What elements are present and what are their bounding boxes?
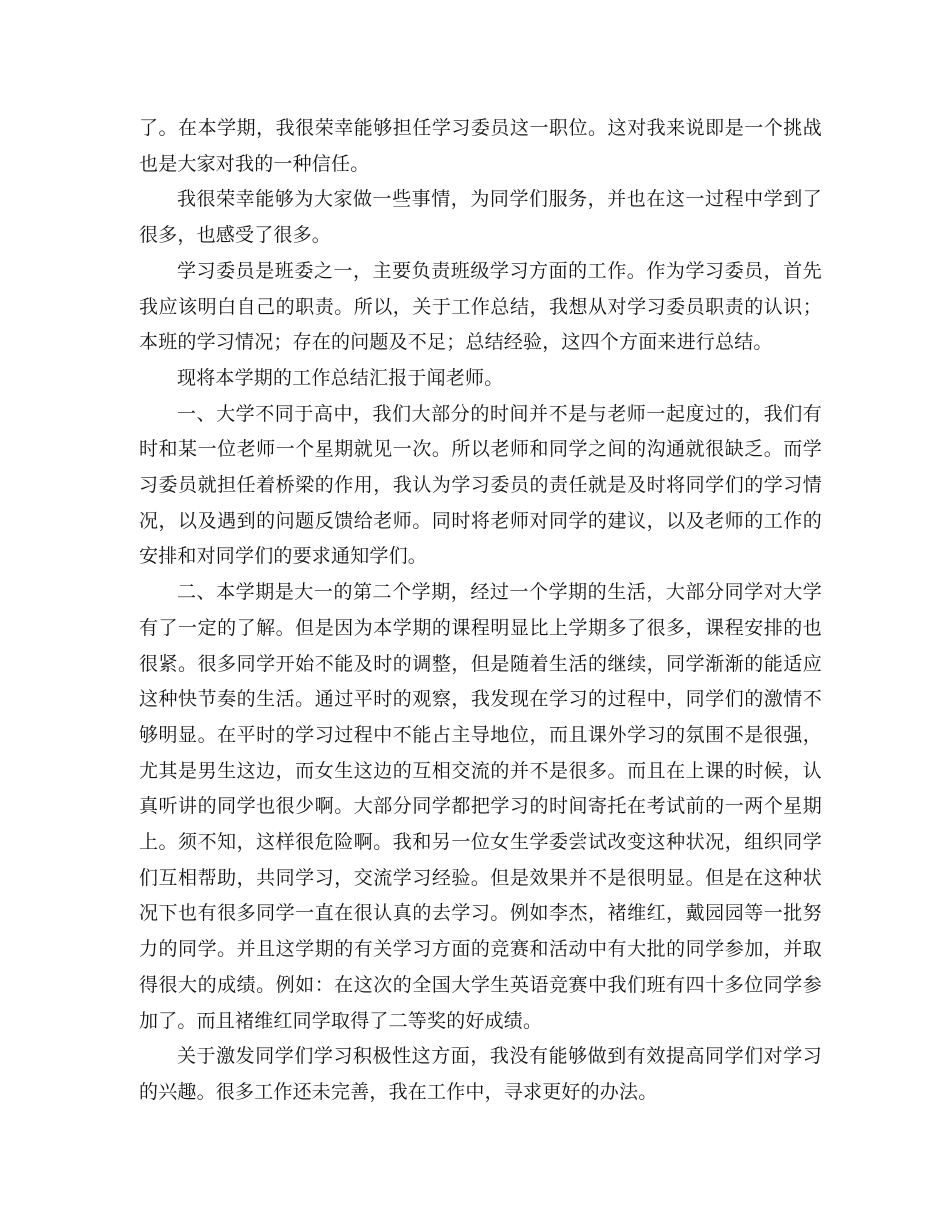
paragraph-duties: 学习委员是班委之一，主要负责班级学习方面的工作。作为学习委员，首先我应该明白自己的职责。所以，关于工作总结，我想从对学习委员职责的认识；本班的学习情况；存在的问题及不足；总结经验，这四个方面来进行总结。 bbox=[139, 259, 822, 354]
paragraph-section-one: 一、大学不同于高中，我们大部分的时间并不是与老师一起度过的，我们有时和某一位老师一个星期就见一次。所以老师和同学之间的沟通就很缺乏。而学习委员就担任着桥梁的作用，我认为学习委员的责任就是及时将同学们的学习情况，以及遇到的问题反馈给老师。同时将老师对同学的建议，以及老师的工作的安排和对同学们的要求通知学们。 bbox=[139, 402, 822, 568]
document-body bbox=[139, 111, 822, 1111]
paragraph-service: 我很荣幸能够为大家做一些事情，为同学们服务，并也在这一过程中学到了很多，也感受了很多。 bbox=[139, 188, 822, 247]
paragraph-section-two: 二、本学期是大一的第二个学期，经过一个学期的生活，大部分同学对大学有了一定的了解。但是因为本学期的课程明显比上学期多了很多，课程安排的也很紧。很多同学开始不能及时的调整，但是随着生活的继续，同学渐渐的能适应这种快节奏的生活。通过平时的观察，我发现在学习的过程中，同学们的激情不够明显。在平时的学习过程中不能占主导地位，而且课外学习的氛围不是很强，尤其是男生这边，而女生这边的互相交流的并不是很多。而且在上课的时候，认真听讲的同学也很少啊。大部分同学都把学习的时间寄托在考试前的一两个星期上。须不知，这样很危险啊。我和另一位女生学委尝试改变这种状况，组织同学们互相帮助，共同学习，交流学习经验。但是效果并不是很明显。但是在这种状况下也有很多同学一直在很认真的去学习。例如李杰，褚维红，戴园园等一批努力的同学。并且这学期的有关学习方面的竞赛和活动中有大批的同学参加，并取得很大的成绩。例如：在这次的全国大学生英语竞赛中我们班有四十多位同学参加了。而且褚维红同学取得了二等奖的好成绩。 bbox=[139, 581, 822, 1032]
paragraph-motivation: 关于激发同学们学习积极性这方面，我没有能够做到有效提高同学们对学习的兴趣。很多工作还未完善，我在工作中，寻求更好的办法。 bbox=[139, 1045, 822, 1103]
paragraph-continuation: 了。在本学期，我很荣幸能够担任学习委员这一职位。这对我来说即是一个挑战也是大家对我的一种信任。 bbox=[139, 117, 822, 175]
paragraph-report: 现将本学期的工作总结汇报于闻老师。 bbox=[177, 366, 504, 389]
